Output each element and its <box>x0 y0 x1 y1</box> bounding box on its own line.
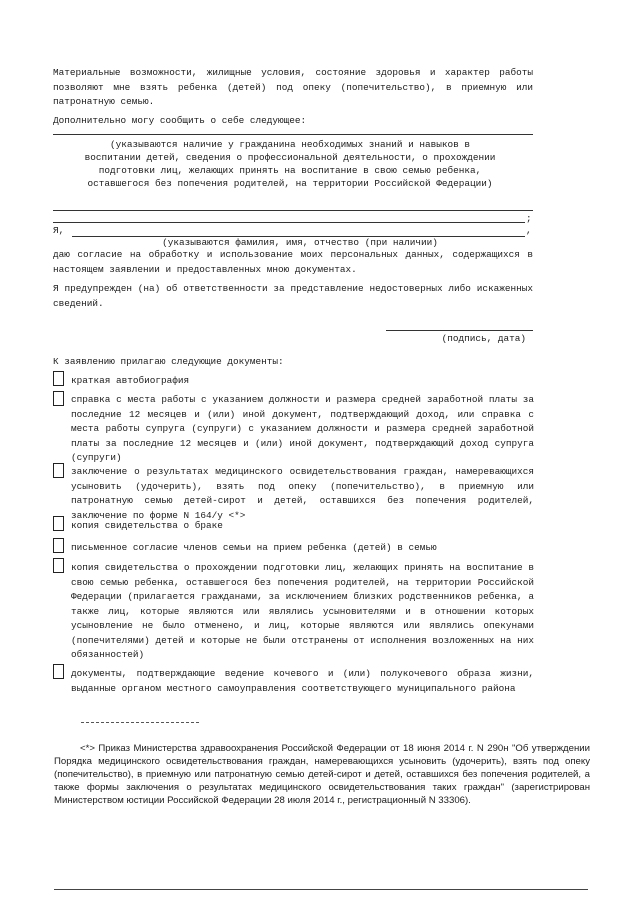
about-hint: (указываются наличие у гражданина необходимых знаний и навыков в воспитании детей, сведения о профессиональной деятельности, о прохождении подготовки лиц, желающих принять на воспитание в свою семью ребенка, оставшегося без попечения родителей, на территории Российской Федерации) <box>84 139 496 189</box>
attach-heading: К заявлению прилагаю следующие документы: <box>53 356 284 367</box>
warning-paragraph: Я предупрежден (на) об ответственности за представление недостоверных либо искаженных сведений. <box>53 283 533 309</box>
document-checkbox-4[interactable] <box>53 516 64 531</box>
about-input-line-2[interactable] <box>53 210 533 211</box>
document-item-1: краткая автобиография <box>71 375 190 386</box>
document-checkbox-2[interactable] <box>53 391 64 406</box>
name-hint: (указываются фамилия, имя, отчество (при наличии) <box>162 237 438 248</box>
about-heading: Дополнительно могу сообщить о себе следующее: <box>53 115 307 126</box>
intro-paragraph: Материальные возможности, жилищные условия, состояние здоровья и характер работы позволяют мне взять ребенка (детей) под опеку (попечительство), в приемную или патронатную семью. <box>53 67 533 107</box>
page-bottom-line <box>54 889 588 890</box>
document-checkbox-5[interactable] <box>53 538 64 553</box>
semicolon-mark: ; <box>526 213 532 224</box>
signature-hint: (подпись, дата) <box>441 333 526 344</box>
document-item-3: заключение о результатах медицинского освидетельствования граждан, намеревающихся усыновить (удочерить), взять под опеку (попечительство), в приемную или патронатную семью детей-сирот и детей, оставшихся без попечения родителей, заключение по форме N 164/у <*> <box>71 466 534 521</box>
document-item-4: копия свидетельства о браке <box>71 520 223 531</box>
document-checkbox-7[interactable] <box>53 664 64 679</box>
document-checkbox-6[interactable] <box>53 558 64 573</box>
footnote-separator <box>81 722 199 723</box>
footnote-text: <*> Приказ Министерства здравоохранения Российской Федерации от 18 июня 2014 г. N 290н "Об утверждении Порядка медицинского освидетельствования граждан, намеревающихся усыновить (удочерить), взять под опеку (попечительство), в приемную или патронатную семью детей-сирот и детей, оставшихся без попечения родителей, а также формы заключения о результатах медицинского освидетельствования таких граждан" (зарегистрирован Министерством юстиции Российской Федерации 28 июля 2014 г., регистрационный N 33306). <box>54 743 590 806</box>
about-input-line-3[interactable] <box>53 222 525 223</box>
document-item-5: письменное согласие членов семьи на прием ребенка (детей) в семью <box>71 542 437 553</box>
document-checkbox-3[interactable] <box>53 463 64 478</box>
about-input-line[interactable] <box>53 134 533 135</box>
comma-mark: , <box>526 225 532 236</box>
document-item-2: справка с места работы с указанием должности и размера средней заработной платы за последние 12 месяцев и (или) иной документ, подтверждающий доход, или справка с места работы супруга (супруги) с указанием должности и размера средней заработной платы за последние 12 месяцев и (или) иной документ, подтверждающий доход супруга (супруги) <box>71 394 534 463</box>
ya-label: Я, <box>53 225 65 236</box>
document-checkbox-1[interactable] <box>53 371 64 386</box>
document-item-6: копия свидетельства о прохождении подготовки лиц, желающих принять на воспитание в свою семью ребенка, оставшегося без попечения родителей, на территории Российской Федерации (прилагается гражданами, за исключением близких родственников ребенка, а также лиц, которые являются или являлись усыновителями и в отношении которых усыновление не было отменено, и лиц, которые являются или являлись опекунами (попечителями) детей и которые не были отстранены от исполнения возложенных на них обязанностей) <box>71 562 534 660</box>
consent-text: даю согласие на обработку и использование моих персональных данных, содержащихся в настоящем заявлении и предоставленных мною документах. <box>53 249 533 275</box>
document-item-7: документы, подтверждающие ведение кочевого и (или) полукочевого образа жизни, выданные органом местного самоуправления соответствующего муниципального района <box>71 668 534 694</box>
signature-line[interactable] <box>386 330 533 331</box>
